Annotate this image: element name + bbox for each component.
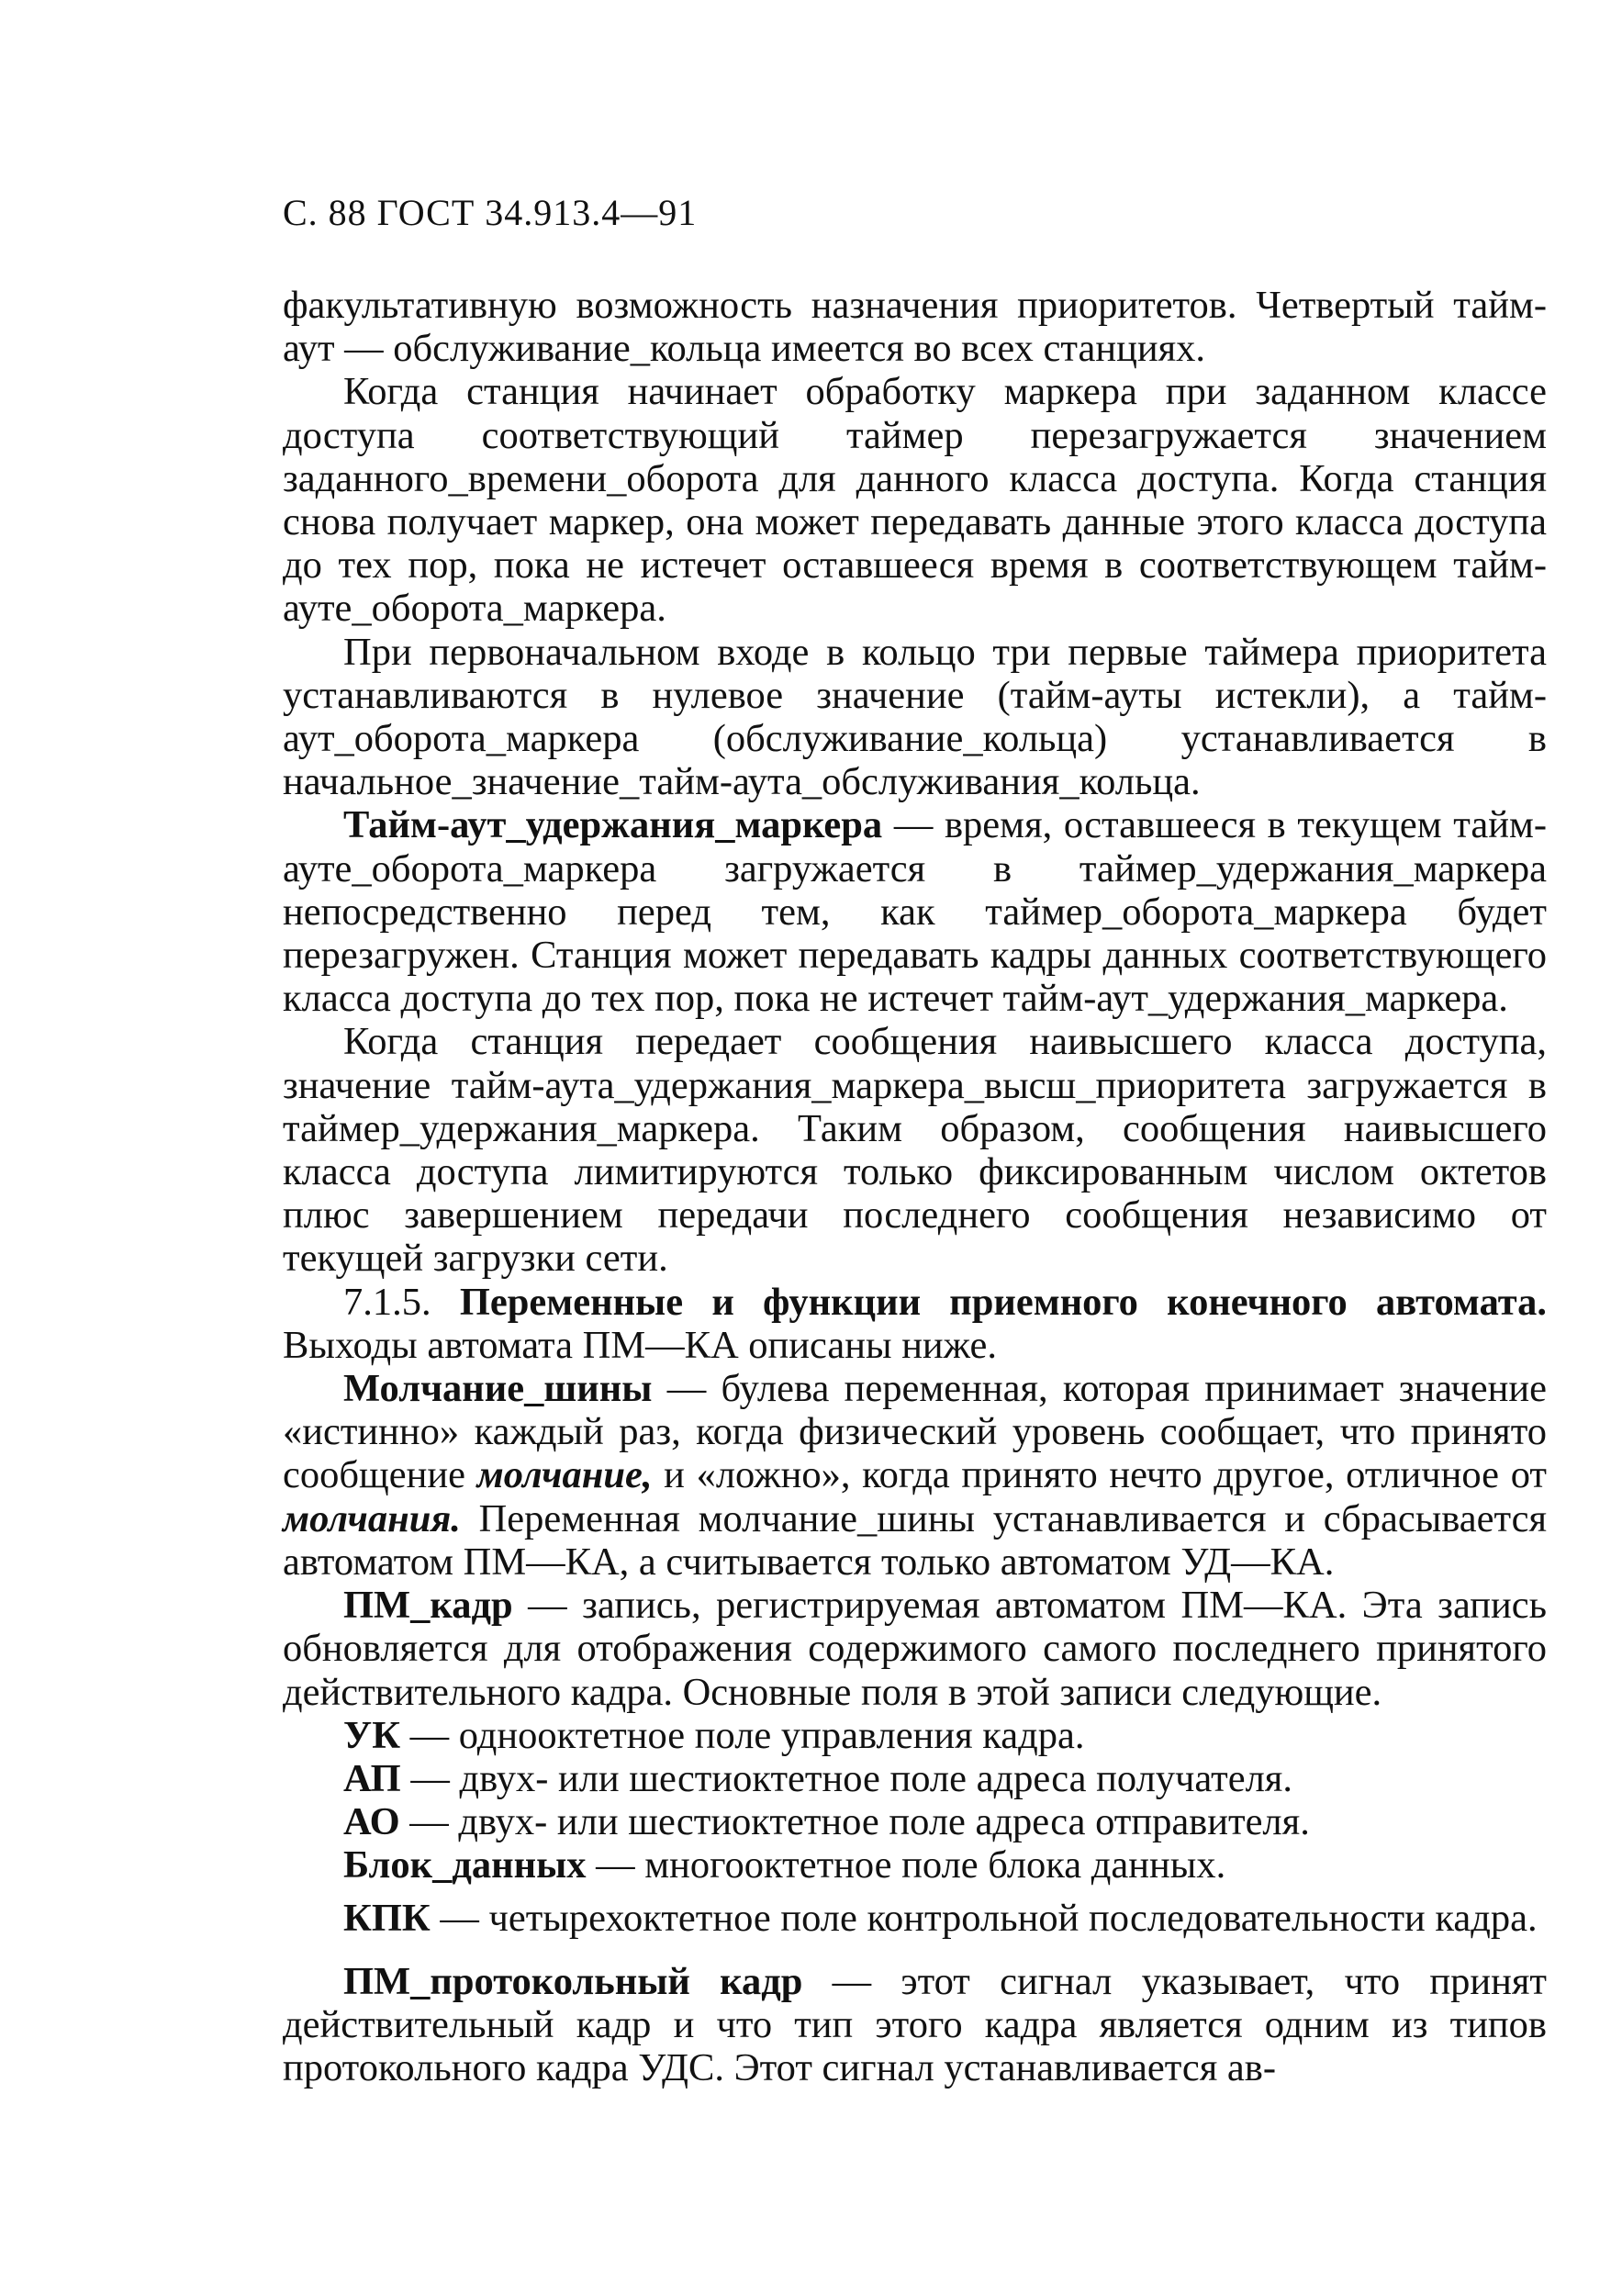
- bus-silence-text-b: и «ложно», когда принято нечто другое, отличное от: [652, 1453, 1547, 1497]
- field-item-uk: [283, 1714, 1547, 1757]
- paragraph-bus-silence: [283, 1367, 1547, 1584]
- pm-protocol-frame-text: — этот сигнал указывает, что принят действительный кадр и что тип этого кадра является одним из типов протокольного кадра УДС. Этот сигнал устанавливается ав-: [283, 1959, 1548, 2090]
- field-term-ap: АП: [343, 1756, 401, 1800]
- paragraph-4-text: — время, оставшееся в текущем тайм-ауте_оборота_маркера загружается в таймер_удержания_маркера непосредственно перед тем, как таймер_оборота_маркера будет перезагружен. Станция может передавать кадры данных соответствующего класса доступа до тех пор, пока не истечет тайм-аут_удержания_маркера.: [283, 803, 1547, 1021]
- field-term-data-block: Блок_данных: [343, 1843, 587, 1887]
- bus-silence-text-a: — булева переменная, которая принимает значение «истинно» каждый раз, когда физический уровень сообщает, что принято сообщение: [283, 1367, 1547, 1497]
- term-pm-protocol-frame: ПМ_протокольный кадр: [343, 1959, 803, 2003]
- section-text: Выходы автомата ПМ—КА описаны ниже.: [283, 1323, 997, 1367]
- paragraph-pm-protocol-frame: [283, 1960, 1547, 2090]
- section-7-1-5: [283, 1281, 1547, 1367]
- document-body: [283, 284, 1547, 2089]
- paragraph-5: Когда станция передает сообщения наивысшего класса доступа, значение тайм-аута_удержания_маркера_высш_приоритета загружается в таймер_удержания_маркера. Таким образом, сообщения наивысшего класса доступа лимитируются только фиксированным числом октетов плюс завершением передачи последнего сообщения независимо от текущей загрузки сети.: [283, 1020, 1547, 1281]
- paragraph-pm-frame: [283, 1584, 1547, 1714]
- field-text-ao: — двух- или шестиоктетное поле адреса отправителя.: [399, 1800, 1310, 1844]
- page-header: С. 88 ГОСТ 34.913.4—91: [283, 192, 698, 233]
- field-text-data-block: — многооктетное поле блока данных.: [586, 1843, 1226, 1887]
- field-item-ap: [283, 1757, 1547, 1800]
- field-text-ap: — двух- или шестиоктетное поле адреса получателя.: [400, 1756, 1292, 1800]
- paragraph-4: [283, 803, 1547, 1020]
- field-term-uk: УК: [343, 1713, 401, 1757]
- field-term-ao: АО: [343, 1800, 400, 1844]
- section-heading: Переменные и функции приемного конечного автомата.: [459, 1280, 1547, 1324]
- paragraph-3: При первоначальном входе в кольцо три первые таймера приоритета устанавливаются в нулевое значение (тайм-ауты истекли), а тайм-аут_оборота_маркера (обслуживание_кольца) устанавливается в начальное_значение_тайм-аута_обслуживания_кольца.: [283, 630, 1547, 804]
- section-number: 7.1.5.: [343, 1280, 460, 1324]
- italic-silence-2: молчания.: [283, 1496, 461, 1540]
- term-token-hold-timeout: Тайм-аут_удержания_маркера: [343, 803, 883, 847]
- paragraph-2: Когда станция начинает обработку маркера при заданном классе доступа соответствующий таймер перезагружается значением заданного_времени_оборота для данного класса доступа. Когда станция снова получает маркер, она может передавать данные этого класса доступа до тех пор, пока не истечет оставшееся время в соответствующем тайм-ауте_оборота_маркера.: [283, 370, 1547, 631]
- bus-silence-text-c: Переменная молчание_шины устанавливается и сбрасывается автоматом ПМ—КА, а считывается только автоматом УД—КА.: [283, 1496, 1547, 1584]
- italic-silence-1: молчание,: [476, 1453, 653, 1497]
- pm-frame-text: — запись, регистрируемая автоматом ПМ—КА. Эта запись обновляется для отображения содержимого самого последнего принятого действительного кадра. Основные поля в этой записи следующие.: [283, 1584, 1547, 1714]
- term-bus-silence: Молчание_шины: [343, 1367, 653, 1411]
- field-text-uk: — однооктетное поле управления кадра.: [400, 1713, 1085, 1757]
- term-pm-frame: ПМ_кадр: [343, 1584, 513, 1628]
- field-item-kpk: [283, 1897, 1547, 1940]
- paragraph-1: факультативную возможность назначения приоритетов. Четвертый тайм-аут — обслуживание_кольца имеется во всех станциях.: [283, 284, 1547, 371]
- field-item-data-block: [283, 1843, 1547, 1887]
- field-text-kpk: — четырехоктетное поле контрольной последовательности кадра.: [430, 1896, 1538, 1940]
- field-term-kpk: КПК: [343, 1896, 431, 1940]
- field-item-ao: [283, 1800, 1547, 1843]
